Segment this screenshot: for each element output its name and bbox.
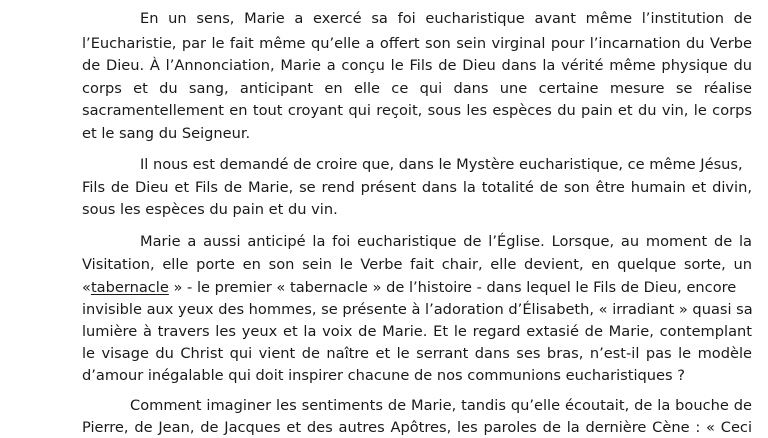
paragraph-1-line-4: corps et du sang, anticipant en elle ce qui dans une certaine mesure se réalise (82, 80, 752, 97)
paragraph-1-line-2: l’Eucharistie, par le fait même qu’elle a offert son sein virginal pour l’incarnation du Verbe (82, 35, 752, 52)
paragraph-4-line-2: Pierre, de Jean, de Jacques et des autres Apôtres, les paroles de la dernière Cène : « Ceci (82, 419, 752, 436)
paragraph-3-line-2: Visitation, elle porte en son sein le Verbe fait chair, elle devient, en quelque sorte, un (82, 256, 752, 273)
paragraph-3-line-4: invisible aux yeux des hommes, se présente à l’adoration d’Élisabeth, « irradiant » quasi sa (82, 301, 753, 318)
quote-rest: » - le premier « tabernacle » de l’histoire - dans lequel le Fils de Dieu, encore (168, 279, 737, 296)
paragraph-2-line-2: Fils de Dieu et Fils de Marie, se rend présent dans la totalité de son être humain et divin, (82, 179, 752, 196)
paragraph-2-line-3: sous les espèces du pain et du vin. (82, 201, 338, 218)
paragraph-1-line-1: En un sens, Marie a exercé sa foi eucharistique avant même l’institution de (140, 10, 752, 27)
paragraph-3-line-3 (82, 278, 752, 298)
paragraph-1-line-3: de Dieu. À l’Annonciation, Marie a conçu le Fils de Dieu dans la vérité même physique du (82, 57, 752, 74)
tabernacle-link-text: tabernacle (90, 279, 169, 296)
paragraph-4-line-1: Comment imaginer les sentiments de Marie, tandis qu’elle écoutait, de la bouche de (130, 397, 752, 414)
paragraph-1-line-5: sacramentellement en tout croyant qui reçoit, sous les espèces du pain et du vin, le corps (82, 102, 752, 119)
paragraph-3-line-7: d’amour inégalable qui doit inspirer chacune de nos communions eucharistiques ? (82, 367, 686, 384)
paragraph-3-line-6: le visage du Christ qui vient de naître et le serrant dans ses bras, n’est-il pas le modèle (82, 345, 752, 362)
paragraph-1-line-6: et le sang du Seigneur. (82, 125, 251, 142)
quote-open: « (82, 279, 91, 296)
paragraph-2-line-1: Il nous est demandé de croire que, dans le Mystère eucharistique, ce même Jésus, (140, 156, 743, 173)
paragraph-3-line-5: lumière à travers les yeux et la voix de Marie. Et le regard extasié de Marie, contemplant (82, 323, 752, 340)
paragraph-3-line-1: Marie a aussi anticipé la foi eucharistique de l’Église. Lorsque, au moment de la (140, 233, 752, 250)
